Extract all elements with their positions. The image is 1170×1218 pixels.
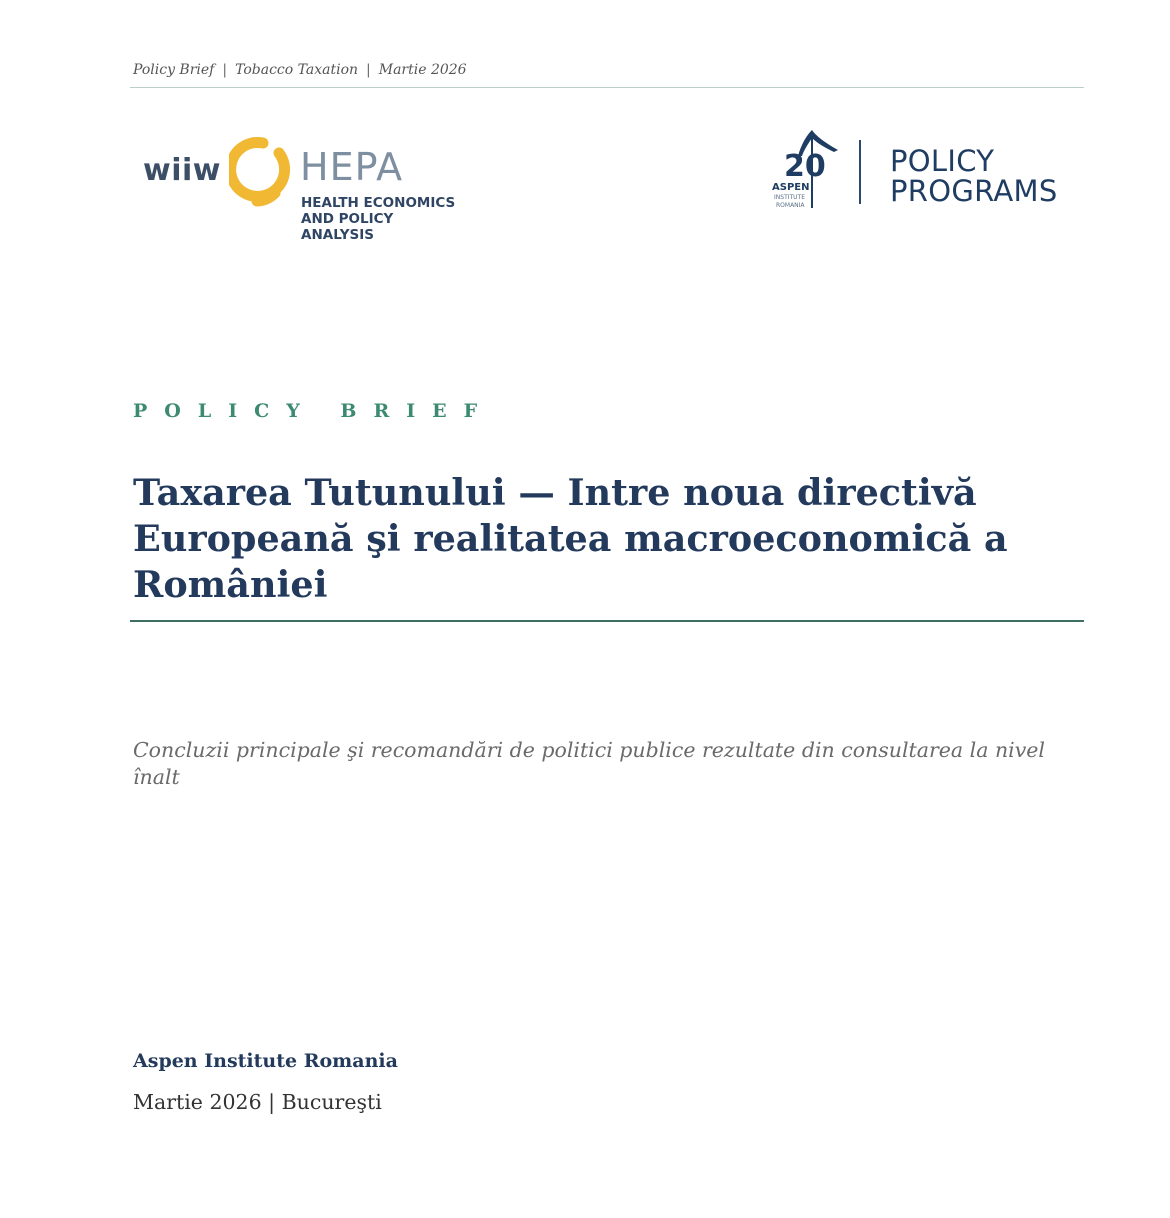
- running-header: [133, 62, 467, 78]
- wiiw-wordmark: wiiw: [143, 153, 221, 188]
- hepa-ring-icon: [229, 135, 291, 209]
- policy-programs-line-1: POLICY: [890, 144, 995, 178]
- aspen-policy-programs-logo: [768, 128, 1078, 218]
- publication-date-place: Martie 2026 | Bucureşti: [133, 1090, 382, 1114]
- publisher-name: Aspen Institute Romania: [133, 1050, 398, 1072]
- policy-programs-wordmark: [890, 146, 1058, 206]
- badge-number: 20: [784, 149, 826, 184]
- hepa-wordmark: HEPA: [300, 145, 404, 189]
- header-doc-type: Policy Brief: [133, 62, 215, 78]
- document-kicker: POLICY BRIEF: [133, 400, 495, 422]
- title-divider: [130, 620, 1084, 622]
- page-title: Taxarea Tutunului — Intre noua directivă Europeană şi realitatea macroeconomică a României: [133, 471, 1008, 606]
- wiiw-hepa-logo: [143, 135, 463, 243]
- header-divider: [130, 87, 1084, 88]
- badge-aspen: ASPEN: [772, 182, 810, 193]
- badge-romania: ROMANIA: [776, 202, 805, 209]
- hepa-subtitle: [301, 195, 463, 243]
- hepa-subtitle-line-1: HEALTH ECONOMICS: [301, 195, 456, 211]
- badge-institute: INSTITUTE: [774, 194, 806, 201]
- page-subtitle: Concluzii principale şi recomandări de politici publice rezultate din consultarea la nivel înalt: [133, 738, 1045, 789]
- logo-divider: [859, 140, 861, 204]
- header-date: Martie 2026: [378, 62, 467, 78]
- header-topic: Tobacco Taxation: [235, 62, 359, 78]
- header-separator: |: [222, 62, 228, 78]
- hepa-subtitle-line-2: AND POLICY ANALYSIS: [301, 211, 394, 243]
- header-separator: |: [366, 62, 371, 78]
- policy-programs-line-2: PROGRAMS: [890, 174, 1058, 208]
- aspen-20-badge-icon: [768, 128, 850, 214]
